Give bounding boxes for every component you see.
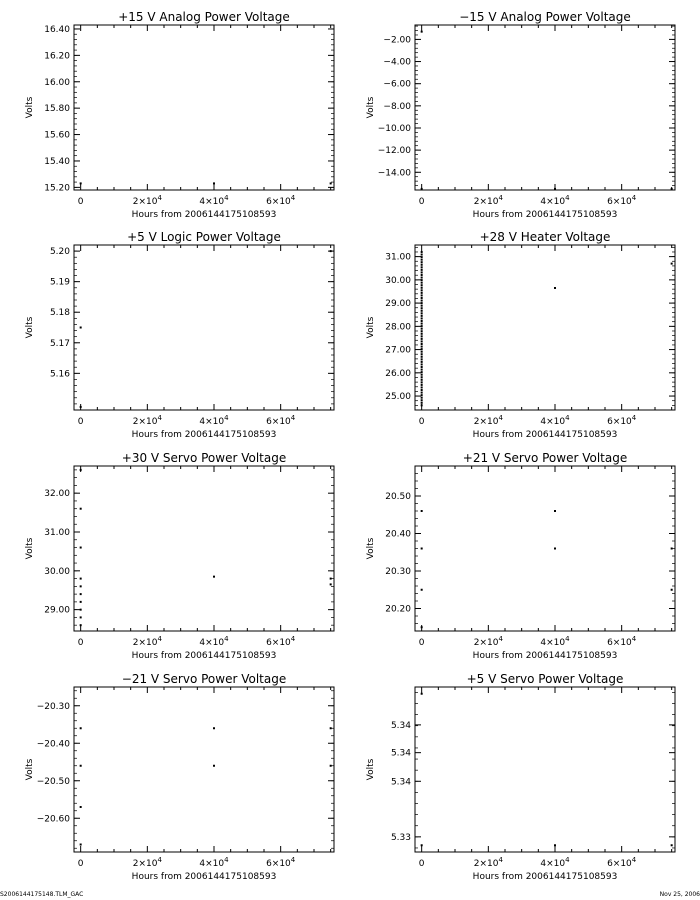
plot-frame xyxy=(74,245,334,410)
data-point xyxy=(421,274,423,276)
x-tick-label: $6\times 10^4$ xyxy=(266,414,296,427)
x-tick-label: $2\times 10^4$ xyxy=(473,194,503,207)
data-point xyxy=(421,371,423,373)
chart-title: −15 V Analog Power Voltage xyxy=(459,10,631,24)
x-axis-label: Hours from 2006144175108593 xyxy=(472,651,618,661)
y-axis-label: Volts xyxy=(25,316,35,339)
x-tick-label: $2\times 10^4$ xyxy=(473,856,503,869)
data-point xyxy=(80,727,82,729)
chart-title: +28 V Heater Voltage xyxy=(479,230,611,244)
data-point xyxy=(671,844,673,846)
y-tick-label: 27.00 xyxy=(385,345,411,356)
plot-frame xyxy=(415,466,675,631)
y-tick-label: 15.20 xyxy=(44,183,70,194)
data-point xyxy=(421,292,423,294)
y-tick-label: 15.80 xyxy=(44,104,70,115)
data-point xyxy=(421,338,423,340)
chart-title: −21 V Servo Power Voltage xyxy=(121,672,287,686)
data-point xyxy=(80,806,82,808)
data-point xyxy=(554,510,556,512)
data-point xyxy=(421,259,423,261)
data-point xyxy=(80,508,82,510)
data-point xyxy=(330,727,332,729)
data-point xyxy=(421,264,423,266)
chart-title: +30 V Servo Power Voltage xyxy=(121,451,287,465)
x-tick-label: 0 xyxy=(418,417,425,427)
y-tick-label: 5.19 xyxy=(49,277,70,288)
y-tick-label: 20.40 xyxy=(385,529,411,540)
data-point xyxy=(421,188,423,190)
y-tick-label: 15.40 xyxy=(44,156,70,167)
x-tick-label: $2\times 10^4$ xyxy=(132,194,162,207)
data-point xyxy=(80,585,82,587)
x-tick-label: $4\times 10^4$ xyxy=(199,635,229,648)
data-point xyxy=(421,325,423,327)
x-axis-label: Hours from 2006144175108593 xyxy=(472,210,618,220)
data-point xyxy=(80,469,82,471)
y-axis-label: Volts xyxy=(366,96,376,119)
y-tick-label: 29.00 xyxy=(385,299,411,310)
data-point xyxy=(671,188,673,190)
y-tick-label: −20.40 xyxy=(36,739,70,750)
data-point xyxy=(421,358,423,360)
data-point xyxy=(421,323,423,325)
y-tick-label: 5.34 xyxy=(390,777,411,788)
y-axis-label: Volts xyxy=(25,537,35,560)
x-tick-label: $6\times 10^4$ xyxy=(607,856,637,869)
data-point xyxy=(80,547,82,549)
y-tick-label: 20.50 xyxy=(385,492,411,502)
data-point xyxy=(421,397,423,399)
y-tick-label: 16.00 xyxy=(44,77,70,88)
file-label: S2006144175148.TLM_GAC xyxy=(0,891,84,898)
y-tick-label: 26.00 xyxy=(385,368,411,379)
x-axis-label: Hours from 2006144175108593 xyxy=(131,210,277,220)
data-point xyxy=(330,578,332,580)
y-tick-label: 5.20 xyxy=(49,247,70,258)
x-tick-label: $6\times 10^4$ xyxy=(266,635,296,648)
y-tick-label: −20.50 xyxy=(36,776,70,787)
data-point xyxy=(213,182,215,184)
data-point xyxy=(554,188,556,190)
data-point xyxy=(671,548,673,550)
x-tick-label: 0 xyxy=(418,638,425,648)
data-point xyxy=(421,379,423,381)
data-point xyxy=(80,609,82,611)
data-point xyxy=(421,361,423,363)
x-tick-label: $2\times 10^4$ xyxy=(132,856,162,869)
x-tick-label: $4\times 10^4$ xyxy=(199,194,229,207)
data-point xyxy=(421,254,423,256)
x-tick-label: $4\times 10^4$ xyxy=(540,414,570,427)
data-point xyxy=(421,693,423,695)
data-point xyxy=(421,302,423,304)
x-tick-label: $6\times 10^4$ xyxy=(266,856,296,869)
data-point xyxy=(554,548,556,550)
data-point xyxy=(80,593,82,595)
chart-panel xyxy=(25,451,334,661)
x-tick-label: 0 xyxy=(77,638,84,648)
data-point xyxy=(421,297,423,299)
x-tick-label: 0 xyxy=(418,197,425,207)
data-point xyxy=(80,578,82,580)
y-tick-label: 15.60 xyxy=(44,130,70,141)
data-point xyxy=(554,287,556,289)
data-point xyxy=(421,384,423,386)
data-point xyxy=(421,282,423,284)
data-point xyxy=(80,601,82,603)
data-point xyxy=(421,317,423,319)
data-point xyxy=(421,348,423,350)
data-point xyxy=(421,366,423,368)
y-tick-label: 30.00 xyxy=(44,566,70,577)
y-axis-label: Volts xyxy=(366,537,376,560)
data-point xyxy=(421,389,423,391)
x-axis-label: Hours from 2006144175108593 xyxy=(131,872,277,882)
data-point xyxy=(421,294,423,296)
data-point xyxy=(421,305,423,307)
data-point xyxy=(80,844,82,846)
data-point xyxy=(421,333,423,335)
data-point xyxy=(421,31,423,33)
y-tick-label: 30.00 xyxy=(385,275,411,286)
data-point xyxy=(213,765,215,767)
chart-panel xyxy=(25,230,334,440)
data-point xyxy=(421,266,423,268)
y-tick-label: 5.34 xyxy=(390,748,411,759)
y-axis-label: Volts xyxy=(25,96,35,119)
y-tick-label: −2.00 xyxy=(383,35,411,46)
data-point xyxy=(330,250,332,252)
y-tick-label: 5.33 xyxy=(390,832,411,843)
chart-panel xyxy=(25,10,334,220)
data-point xyxy=(421,320,423,322)
chart-panel xyxy=(366,10,675,220)
chart-title: +5 V Servo Power Voltage xyxy=(466,672,624,686)
data-point xyxy=(421,844,423,846)
y-tick-label: 29.00 xyxy=(44,605,70,616)
chart-panel xyxy=(366,451,675,661)
plot-frame xyxy=(415,25,675,190)
data-point xyxy=(421,307,423,309)
data-point xyxy=(421,392,423,394)
data-point xyxy=(671,263,673,265)
data-point xyxy=(421,363,423,365)
x-tick-label: 0 xyxy=(418,859,425,869)
y-tick-label: 32.00 xyxy=(44,489,70,500)
data-point xyxy=(421,548,423,550)
x-tick-label: $2\times 10^4$ xyxy=(473,414,503,427)
data-point xyxy=(213,576,215,578)
data-point xyxy=(330,583,332,585)
y-axis-label: Volts xyxy=(366,758,376,781)
data-point xyxy=(421,335,423,337)
chart-panel xyxy=(25,672,334,882)
data-point xyxy=(421,256,423,258)
data-point xyxy=(80,624,82,626)
data-point xyxy=(421,261,423,263)
chart-panel xyxy=(366,672,675,882)
x-tick-label: $2\times 10^4$ xyxy=(132,635,162,648)
data-point xyxy=(80,327,82,329)
plot-frame xyxy=(74,25,334,190)
x-tick-label: $2\times 10^4$ xyxy=(473,635,503,648)
y-tick-label: 5.18 xyxy=(49,308,70,319)
date-label: Nov 25, 2006 xyxy=(659,891,700,898)
y-axis-label: Volts xyxy=(366,316,376,339)
data-point xyxy=(421,353,423,355)
data-point xyxy=(671,589,673,591)
x-tick-label: 0 xyxy=(77,417,84,427)
x-tick-label: 0 xyxy=(77,197,84,207)
data-point xyxy=(80,406,82,408)
y-tick-label: 31.00 xyxy=(44,528,70,538)
data-point xyxy=(421,589,423,591)
data-point xyxy=(421,277,423,279)
data-point xyxy=(213,727,215,729)
plot-frame xyxy=(415,687,675,852)
data-point xyxy=(421,346,423,348)
data-point xyxy=(330,765,332,767)
y-tick-label: 20.30 xyxy=(385,567,411,577)
data-point xyxy=(80,765,82,767)
plot-frame xyxy=(74,466,334,631)
y-tick-label: 20.20 xyxy=(385,604,411,615)
data-point xyxy=(421,284,423,286)
x-tick-label: $6\times 10^4$ xyxy=(607,194,637,207)
y-tick-label: −8.00 xyxy=(383,101,411,112)
data-point xyxy=(421,315,423,317)
data-point xyxy=(421,279,423,281)
x-axis-label: Hours from 2006144175108593 xyxy=(472,872,618,882)
data-point xyxy=(421,376,423,378)
y-tick-label: 16.40 xyxy=(44,24,70,35)
data-point xyxy=(421,328,423,330)
y-tick-label: −12.00 xyxy=(377,146,411,157)
x-tick-label: $4\times 10^4$ xyxy=(540,635,570,648)
data-point xyxy=(421,351,423,353)
data-point xyxy=(421,343,423,345)
y-tick-label: 28.00 xyxy=(385,322,411,333)
x-axis-label: Hours from 2006144175108593 xyxy=(472,430,618,440)
y-tick-label: −14.00 xyxy=(377,168,411,179)
data-point xyxy=(421,510,423,512)
chart-title: +5 V Logic Power Voltage xyxy=(127,230,281,244)
y-tick-label: −20.30 xyxy=(36,701,70,712)
x-tick-label: $6\times 10^4$ xyxy=(607,414,637,427)
data-point xyxy=(330,182,332,184)
x-tick-label: $6\times 10^4$ xyxy=(266,194,296,207)
data-point xyxy=(421,251,423,253)
data-point xyxy=(421,330,423,332)
data-point xyxy=(421,374,423,376)
chart-title: +21 V Servo Power Voltage xyxy=(462,451,628,465)
y-tick-label: −10.00 xyxy=(377,123,411,134)
y-tick-label: −20.60 xyxy=(36,814,70,825)
y-tick-label: −6.00 xyxy=(383,79,411,90)
data-point xyxy=(421,394,423,396)
data-point xyxy=(421,289,423,291)
data-point xyxy=(421,269,423,271)
chart-panel xyxy=(366,230,675,440)
plot-frame xyxy=(74,687,334,852)
y-tick-label: 25.00 xyxy=(385,392,411,403)
data-point xyxy=(421,402,423,404)
plot-frame xyxy=(415,245,675,410)
x-tick-label: $6\times 10^4$ xyxy=(607,635,637,648)
data-point xyxy=(421,369,423,371)
y-axis-label: Volts xyxy=(25,758,35,781)
y-tick-label: 31.00 xyxy=(385,252,411,263)
data-point xyxy=(421,356,423,358)
data-point xyxy=(421,626,423,628)
x-axis-label: Hours from 2006144175108593 xyxy=(131,430,277,440)
data-point xyxy=(421,312,423,314)
y-tick-label: 5.34 xyxy=(390,720,411,731)
y-tick-label: 5.17 xyxy=(49,338,70,349)
data-point xyxy=(421,404,423,406)
y-tick-label: 16.20 xyxy=(44,51,70,62)
y-tick-label: −4.00 xyxy=(383,57,411,68)
data-point xyxy=(80,182,82,184)
data-point xyxy=(80,616,82,618)
x-tick-label: $4\times 10^4$ xyxy=(540,194,570,207)
x-tick-label: $4\times 10^4$ xyxy=(540,856,570,869)
data-point xyxy=(421,310,423,312)
data-point xyxy=(421,300,423,302)
data-point xyxy=(421,287,423,289)
x-tick-label: $4\times 10^4$ xyxy=(199,414,229,427)
y-tick-label: 5.16 xyxy=(49,369,70,380)
x-tick-label: $2\times 10^4$ xyxy=(132,414,162,427)
chart-title: +15 V Analog Power Voltage xyxy=(118,10,290,24)
x-tick-label: $4\times 10^4$ xyxy=(199,856,229,869)
data-point xyxy=(421,399,423,401)
x-tick-label: 0 xyxy=(77,859,84,869)
data-point xyxy=(421,386,423,388)
data-point xyxy=(421,340,423,342)
data-point xyxy=(554,844,556,846)
data-point xyxy=(421,271,423,273)
data-point xyxy=(421,381,423,383)
x-axis-label: Hours from 2006144175108593 xyxy=(131,651,277,661)
